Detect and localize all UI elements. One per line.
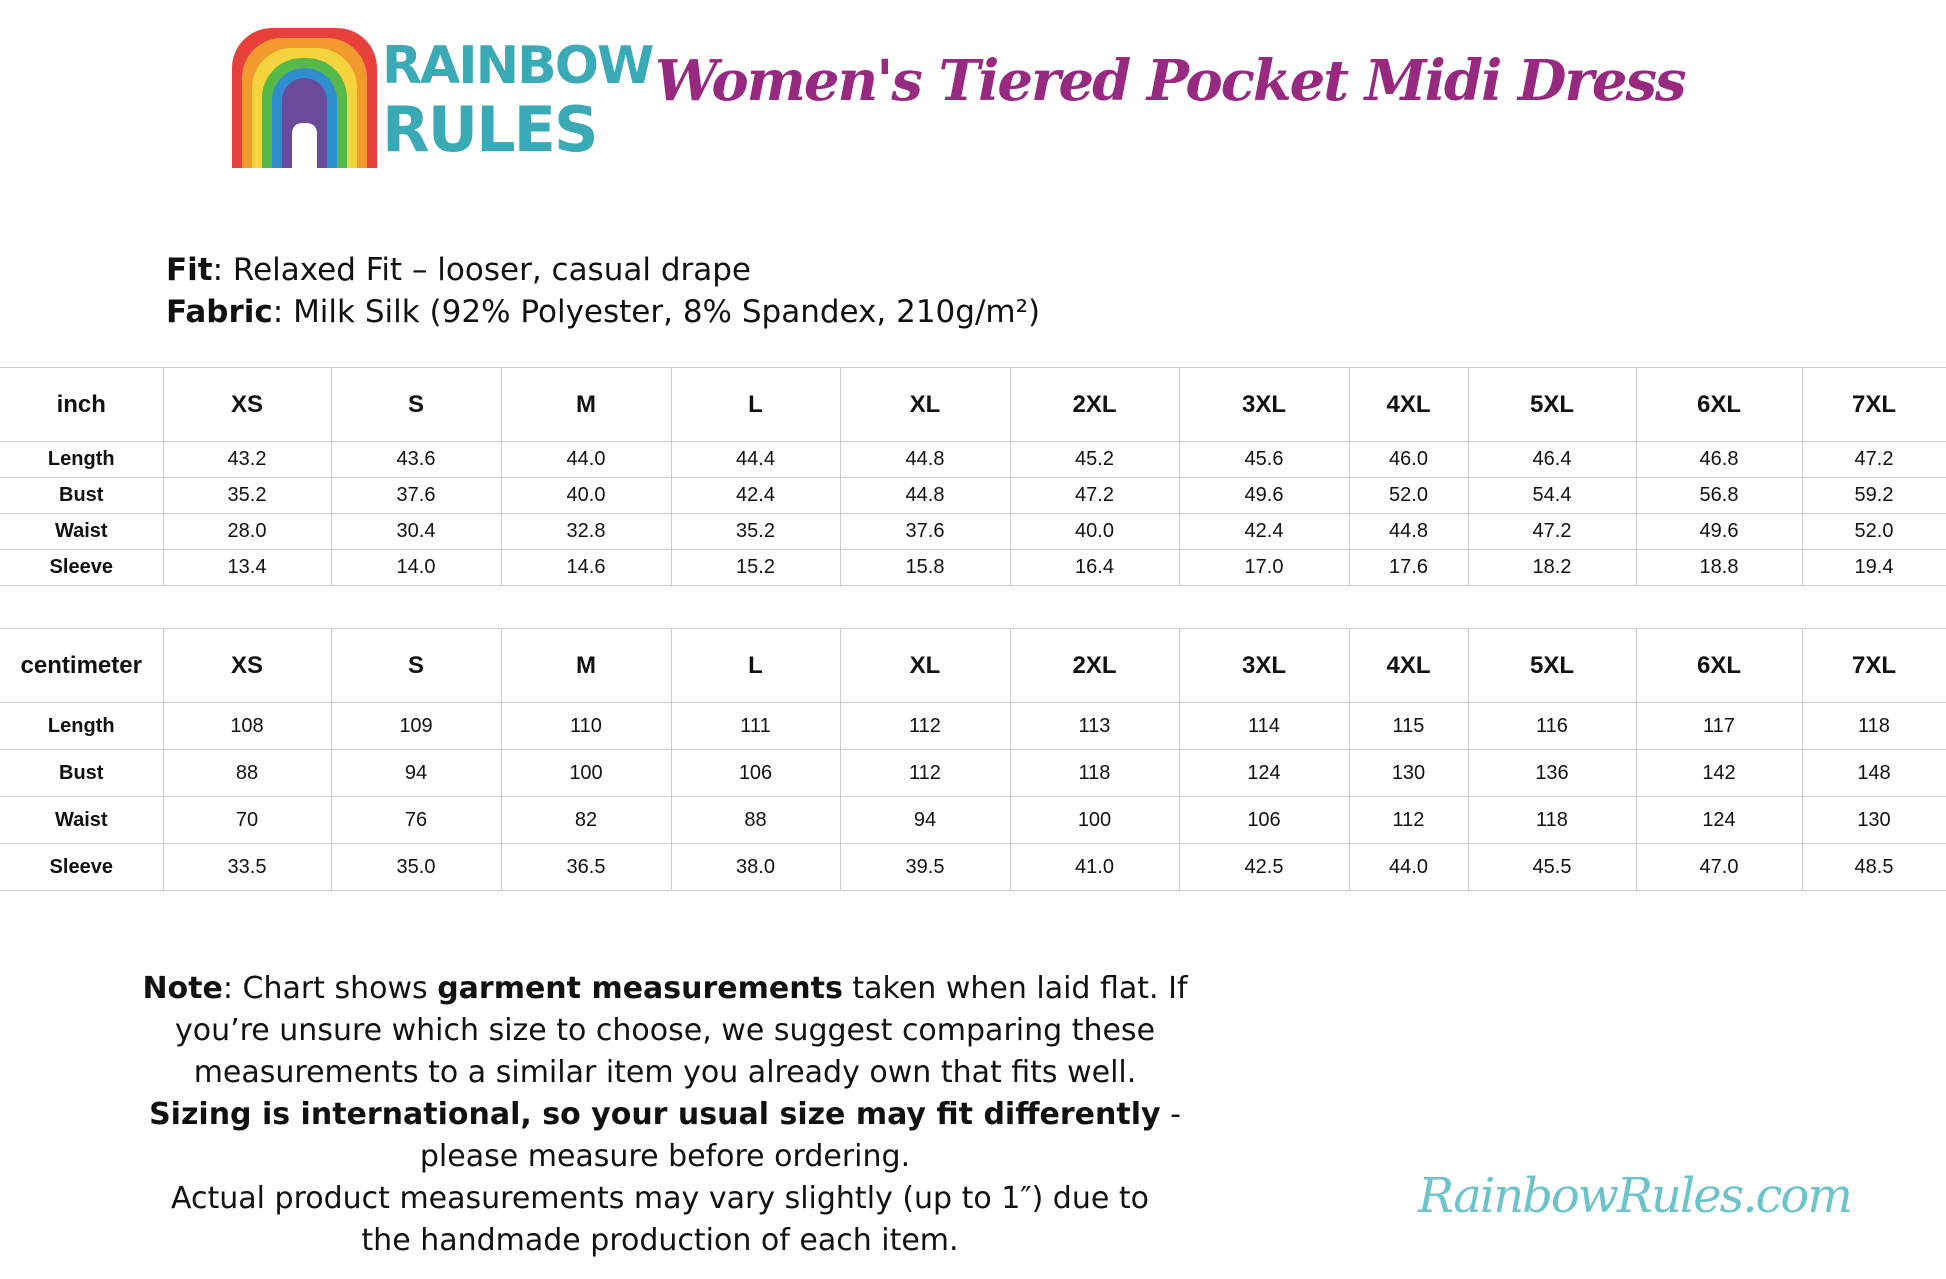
rainbow-arch-icon (232, 28, 377, 168)
measurement-cell: 47.2 (1010, 478, 1179, 514)
measurement-cell: 112 (840, 750, 1010, 797)
note-text (140, 968, 1190, 1178)
measurement-cell: 56.8 (1636, 478, 1802, 514)
size-header: 6XL (1636, 629, 1802, 703)
measurement-cell: 112 (1349, 797, 1468, 844)
note-part: - please measure before ordering. (419, 1097, 1181, 1174)
measurement-cell: 108 (163, 703, 331, 750)
size-header: 2XL (1010, 368, 1179, 442)
measurement-cell: 47.2 (1468, 514, 1636, 550)
measurement-cell: 45.5 (1468, 844, 1636, 891)
measurement-cell: 35.0 (331, 844, 501, 891)
row-label: Sleeve (0, 550, 163, 586)
measurement-cell: 40.0 (501, 478, 671, 514)
measurement-cell: 16.4 (1010, 550, 1179, 586)
website-link[interactable]: RainbowRules.com (1418, 1168, 1851, 1224)
size-header: 2XL (1010, 629, 1179, 703)
table-row (0, 703, 1946, 750)
measurement-cell: 49.6 (1179, 478, 1349, 514)
note-bold: Sizing is international, so your usual size may fit differently (149, 1097, 1161, 1132)
fabric-label: Fabric (166, 294, 273, 330)
size-header: M (501, 368, 671, 442)
measurement-cell: 148 (1802, 750, 1946, 797)
measurement-cell: 17.6 (1349, 550, 1468, 586)
size-header: 5XL (1468, 629, 1636, 703)
measurement-cell: 118 (1802, 703, 1946, 750)
measurement-cell: 117 (1636, 703, 1802, 750)
measurement-cell: 45.2 (1010, 442, 1179, 478)
page-title: Women's Tiered Pocket Midi Dress (655, 48, 1685, 114)
measurement-cell: 32.8 (501, 514, 671, 550)
size-header: XL (840, 368, 1010, 442)
arch-opening (292, 123, 317, 168)
size-header: 7XL (1802, 368, 1946, 442)
measurement-cell: 43.6 (331, 442, 501, 478)
measurement-cell: 30.4 (331, 514, 501, 550)
measurement-cell: 130 (1802, 797, 1946, 844)
measurement-cell: 38.0 (671, 844, 840, 891)
cm-size-table (0, 628, 1946, 891)
size-header: S (331, 629, 501, 703)
measurement-cell: 33.5 (163, 844, 331, 891)
measurement-cell: 82 (501, 797, 671, 844)
row-label: Length (0, 442, 163, 478)
measurement-cell: 130 (1349, 750, 1468, 797)
logo-line2: RULES (382, 93, 597, 166)
measurement-cell: 46.8 (1636, 442, 1802, 478)
measurement-cell: 70 (163, 797, 331, 844)
row-label: Bust (0, 478, 163, 514)
size-header: 4XL (1349, 368, 1468, 442)
size-header: S (331, 368, 501, 442)
measurement-cell: 43.2 (163, 442, 331, 478)
unit-header: centimeter (0, 629, 163, 703)
table-row (0, 478, 1946, 514)
disclaimer-text: Actual product measurements may vary slightly (up to 1″) due to the handmade production of each item. (171, 1181, 1149, 1258)
measurement-cell: 44.0 (1349, 844, 1468, 891)
measurement-cell: 14.6 (501, 550, 671, 586)
row-label: Sleeve (0, 844, 163, 891)
measurement-cell: 88 (163, 750, 331, 797)
measurement-cell: 115 (1349, 703, 1468, 750)
measurement-cell: 46.0 (1349, 442, 1468, 478)
row-label: Waist (0, 797, 163, 844)
measurement-cell: 100 (1010, 797, 1179, 844)
measurement-cell: 136 (1468, 750, 1636, 797)
measurement-cell: 100 (501, 750, 671, 797)
size-header: 3XL (1179, 368, 1349, 442)
size-header: 3XL (1179, 629, 1349, 703)
measurement-cell: 42.5 (1179, 844, 1349, 891)
measurement-cell: 37.6 (331, 478, 501, 514)
measurement-cell: 59.2 (1802, 478, 1946, 514)
fabric-spec (166, 294, 1866, 330)
table-row (0, 750, 1946, 797)
size-header: 4XL (1349, 629, 1468, 703)
measurement-cell: 13.4 (163, 550, 331, 586)
measurement-cell: 106 (671, 750, 840, 797)
measurement-cell: 44.4 (671, 442, 840, 478)
size-header: L (671, 368, 840, 442)
measurement-cell: 52.0 (1349, 478, 1468, 514)
measurement-cell: 44.8 (840, 442, 1010, 478)
measurement-cell: 19.4 (1802, 550, 1946, 586)
measurement-cell: 124 (1179, 750, 1349, 797)
measurement-cell: 142 (1636, 750, 1802, 797)
measurement-cell: 44.8 (840, 478, 1010, 514)
measurement-cell: 44.8 (1349, 514, 1468, 550)
measurement-cell: 54.4 (1468, 478, 1636, 514)
measurement-cell: 14.0 (331, 550, 501, 586)
measurement-cell: 76 (331, 797, 501, 844)
measurement-cell: 118 (1010, 750, 1179, 797)
size-header: XS (163, 629, 331, 703)
measurement-cell: 110 (501, 703, 671, 750)
measurement-cell: 109 (331, 703, 501, 750)
size-header: L (671, 629, 840, 703)
measurement-cell: 36.5 (501, 844, 671, 891)
size-header: XL (840, 629, 1010, 703)
measurement-cell: 45.6 (1179, 442, 1349, 478)
measurement-cell: 40.0 (1010, 514, 1179, 550)
size-header: 5XL (1468, 368, 1636, 442)
note-bold: garment measurements (437, 971, 843, 1006)
row-label: Bust (0, 750, 163, 797)
size-header: XS (163, 368, 331, 442)
measurement-cell: 47.2 (1802, 442, 1946, 478)
size-header: 6XL (1636, 368, 1802, 442)
measurement-cell: 35.2 (671, 514, 840, 550)
measurement-cell: 114 (1179, 703, 1349, 750)
measurement-cell: 42.4 (671, 478, 840, 514)
measurement-cell: 28.0 (163, 514, 331, 550)
measurement-cell: 49.6 (1636, 514, 1802, 550)
measurement-cell: 39.5 (840, 844, 1010, 891)
fabric-value: : Milk Silk (92% Polyester, 8% Spandex, 210g/m²) (272, 294, 1041, 330)
measurement-cell: 42.4 (1179, 514, 1349, 550)
fit-label: Fit (166, 252, 213, 288)
table-row (0, 797, 1946, 844)
fit-spec (166, 252, 1866, 288)
measurement-cell: 44.0 (501, 442, 671, 478)
size-header: 7XL (1802, 629, 1946, 703)
measurement-cell: 94 (331, 750, 501, 797)
note-part: taken when laid flat. If you’re unsure which size to choose, we suggest comparing these measurements to a similar item you already own that fits well. (174, 971, 1188, 1090)
measurement-cell: 116 (1468, 703, 1636, 750)
measurement-cell: 35.2 (163, 478, 331, 514)
note-label: Note (142, 971, 223, 1006)
measurement-cell: 88 (671, 797, 840, 844)
measurement-cell: 113 (1010, 703, 1179, 750)
row-label: Waist (0, 514, 163, 550)
table-row (0, 844, 1946, 891)
measurement-cell: 18.2 (1468, 550, 1636, 586)
measurement-cell: 48.5 (1802, 844, 1946, 891)
measurement-cell: 17.0 (1179, 550, 1349, 586)
measurement-cell: 41.0 (1010, 844, 1179, 891)
table-row (0, 442, 1946, 478)
measurement-cell: 15.2 (671, 550, 840, 586)
brand-logo (232, 28, 653, 173)
measurement-cell: 112 (840, 703, 1010, 750)
table-row (0, 514, 1946, 550)
measurement-cell: 52.0 (1802, 514, 1946, 550)
measurement-cell: 37.6 (840, 514, 1010, 550)
unit-header: inch (0, 368, 163, 442)
measurement-cell: 46.4 (1468, 442, 1636, 478)
fit-value: : Relaxed Fit – looser, casual drape (212, 252, 751, 288)
row-label: Length (0, 703, 163, 750)
logo-line1: RAINBOW (382, 36, 653, 96)
size-header: M (501, 629, 671, 703)
measurement-cell: 111 (671, 703, 840, 750)
measurement-cell: 118 (1468, 797, 1636, 844)
measurement-cell: 18.8 (1636, 550, 1802, 586)
measurement-cell: 15.8 (840, 550, 1010, 586)
measurement-cell: 94 (840, 797, 1010, 844)
measurement-cell: 106 (1179, 797, 1349, 844)
measurement-cell: 47.0 (1636, 844, 1802, 891)
inch-size-table (0, 367, 1946, 586)
note-part: : Chart shows (222, 971, 438, 1006)
measurement-cell: 124 (1636, 797, 1802, 844)
table-row (0, 550, 1946, 586)
